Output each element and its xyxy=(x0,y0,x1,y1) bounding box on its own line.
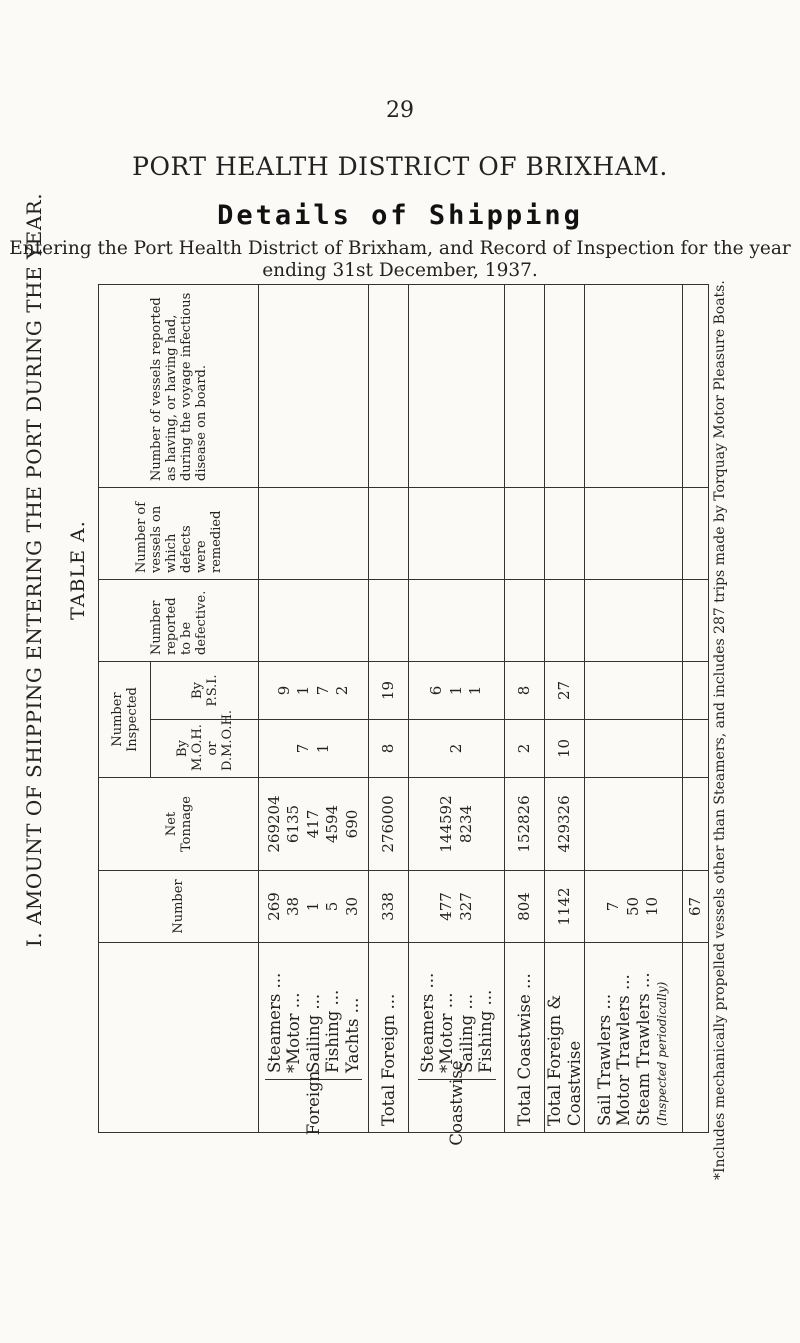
section-heading: I. AMOUNT OF SHIPPING ENTERING THE PORT DURING THE YEAR. xyxy=(22,192,46,948)
row-label: Steam Trawlers ... xyxy=(633,972,653,1126)
group-label-coastwise: Coastwise xyxy=(418,1079,496,1126)
cell-number: 269 xyxy=(264,892,283,921)
cell-moh: 1 xyxy=(313,743,332,754)
cell-psi: 1 xyxy=(294,685,312,696)
header-number-inspected: Number Inspected xyxy=(99,662,151,778)
header-defects-remedied: Number of vessels on which defects were remedied xyxy=(99,488,259,580)
cell-psi: 19 xyxy=(369,662,409,720)
group-label-foreign: Foreign xyxy=(265,1079,363,1126)
table-row-trawlers xyxy=(585,285,683,1133)
row-label: Steamers ... xyxy=(417,972,437,1073)
row-label: Motor Trawlers ... xyxy=(614,974,633,1126)
cell-psi: 7 xyxy=(313,685,332,696)
cell-psi: 1 xyxy=(466,685,485,696)
cell-psi: 2 xyxy=(333,685,351,696)
cell-number: 10 xyxy=(643,896,662,917)
cell-moh: 2 xyxy=(446,743,465,754)
cell-number: 50 xyxy=(623,896,642,917)
header-net-tonnage: Net Tonnage xyxy=(99,778,259,871)
trawler-note: (Inspected periodically) xyxy=(655,981,669,1126)
cell-tonnage: 144592 xyxy=(437,795,455,853)
row-label: Total Coastwise ... xyxy=(505,943,545,1133)
cell-number: 67 xyxy=(683,871,709,943)
row-label: *Motor ... xyxy=(437,992,456,1073)
shipping-table-frame xyxy=(98,285,708,1146)
table-row-foreign xyxy=(259,285,369,1133)
table-row-coastwise xyxy=(409,285,505,1133)
cell-tonnage: 8234 xyxy=(456,804,475,844)
cell-moh: 8 xyxy=(369,720,409,778)
cell-number: 327 xyxy=(456,892,475,921)
cell-tonnage: 276000 xyxy=(369,778,409,871)
cell-number: 338 xyxy=(369,871,409,943)
table-row-total-foreign xyxy=(369,285,409,1133)
row-label: Yachts ... xyxy=(342,997,362,1073)
row-label: Sailing ... xyxy=(456,993,476,1073)
cell-psi: 6 xyxy=(427,685,446,696)
row-label: Fishing ... xyxy=(323,989,343,1073)
cell-tonnage: 417 xyxy=(303,809,322,839)
row-label: Fishing ... xyxy=(476,989,495,1073)
cell-psi: 9 xyxy=(274,685,293,696)
row-label: Total Foreign ... xyxy=(369,943,409,1133)
cell-number: 804 xyxy=(505,871,545,943)
header-by-psi: By P.S.I. xyxy=(151,662,259,720)
header-reported-defective: Number reported to be defective. xyxy=(99,580,259,662)
table-label: TABLE A. xyxy=(67,520,89,620)
footnote: *Includes mechanically propelled vessels other than Steamers, and includes 287 trips made by Torquay Motor Pleasure Boats. xyxy=(712,280,728,1180)
cell-number: 30 xyxy=(342,896,361,917)
cell-moh: 10 xyxy=(545,720,585,778)
table-row-total-coastwise xyxy=(505,285,545,1133)
cell-psi: 27 xyxy=(545,662,585,720)
row-label: Sailing ... xyxy=(303,993,323,1073)
cell-number: 38 xyxy=(284,896,303,917)
page-number: 29 xyxy=(386,98,414,123)
header-description xyxy=(99,943,259,1133)
cell-psi: 1 xyxy=(446,685,465,696)
cell-tonnage: 152826 xyxy=(505,778,545,871)
cell-moh: 7 xyxy=(294,743,312,754)
table-row-last xyxy=(683,285,709,1133)
cell-tonnage: 4594 xyxy=(323,804,342,844)
cell-number: 1 xyxy=(303,901,322,912)
cell-moh: 2 xyxy=(505,720,545,778)
row-label: Sail Trawlers ... xyxy=(594,993,614,1126)
shipping-table xyxy=(98,284,709,1146)
header-by-moh: By M.O.H. or D.M.O.H. xyxy=(151,720,259,778)
cell-psi: 8 xyxy=(505,662,545,720)
row-label: Total Foreign & Coastwise xyxy=(545,943,585,1133)
cell-number: 7 xyxy=(604,901,623,912)
cell-number: 1142 xyxy=(545,871,585,943)
cell-tonnage: 429326 xyxy=(545,778,585,871)
header-number: Number xyxy=(99,871,259,943)
header-infectious-disease: Number of vessels reported as having, or having had, during the voyage infectious disease on board. xyxy=(99,285,259,488)
subtitle: Entering the Port Health District of Brixham, and Record of Inspection for the year ending 31st December, 1937. xyxy=(9,238,791,281)
district-title: PORT HEALTH DISTRICT OF BRIXHAM. xyxy=(132,152,668,181)
cell-number: 5 xyxy=(323,901,342,912)
table-row-total-foreign-coastwise xyxy=(545,285,585,1133)
cell-tonnage: 6135 xyxy=(284,804,303,844)
cell-tonnage: 269204 xyxy=(264,795,283,853)
cell-number: 477 xyxy=(437,892,455,921)
cell-tonnage: 690 xyxy=(342,809,361,839)
row-label: Steamers ... xyxy=(264,972,284,1073)
details-title: Details of Shipping xyxy=(217,200,583,231)
row-label: *Motor ... xyxy=(284,992,304,1073)
